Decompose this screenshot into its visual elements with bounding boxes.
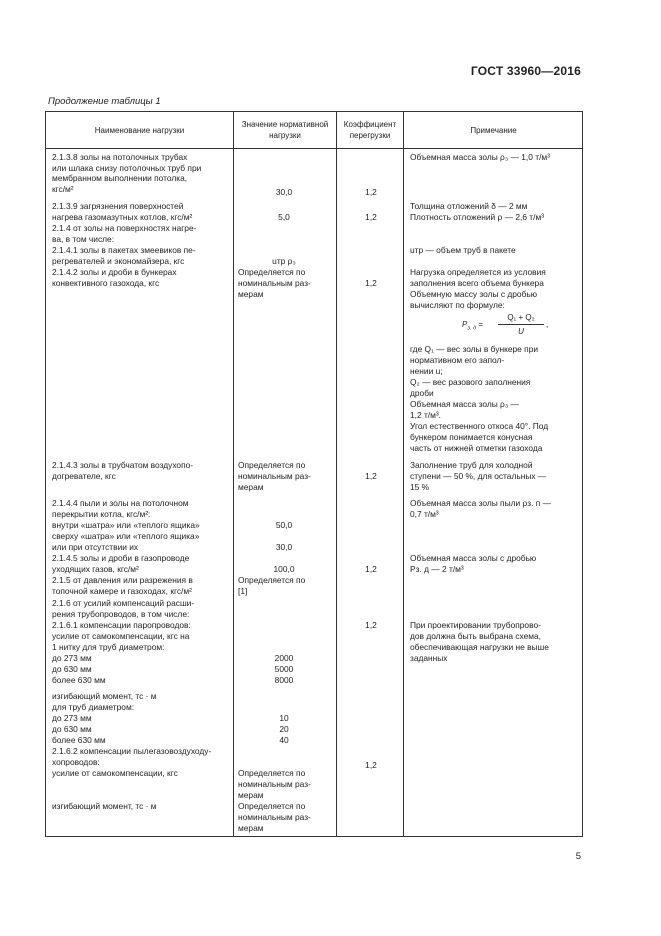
table-cell-text: дов должна быть выбрана схема, [410, 631, 541, 641]
table-cell-text: изгибающий момент, тс · м [52, 691, 157, 701]
formula-lhs: $P_{з. д}$ = [462, 320, 483, 332]
table-cell-text: до 630 мм [52, 664, 92, 674]
header-divider [46, 148, 582, 149]
table-cell-text: топочной камере и газоходах, кгс/м² [52, 586, 192, 596]
table-cell-text: Q₂ — вес разового заполнения [410, 377, 531, 387]
formula-denominator: U [518, 327, 524, 336]
table-cell-text: нагрева газомазутных котлов, кгс/м² [52, 212, 193, 222]
table-cell-text: или шлака снизу потолочных труб при [52, 163, 202, 173]
table-cell-text: мерам [238, 823, 264, 833]
table-cell-text: Определяется по [238, 768, 306, 778]
table-cell-text: сверху «шатра» или «теплого ящика» [52, 531, 200, 541]
column-divider [233, 112, 234, 836]
table-cell-text: изгибающий момент, тс · м [52, 801, 157, 811]
table-cell-text: Плотность отложений ρ — 2,6 т/м³ [410, 212, 545, 222]
table-cell-text: обеспечивающая нагрузки не выше [410, 642, 549, 652]
table-cell-text: 1,2 [365, 187, 377, 197]
table-cell-text: 2.1.4.1 золы в пакетах змеевиков пе- [52, 245, 196, 255]
table-cell-text: номинальным раз- [238, 812, 311, 822]
table-cell-text: 20 [279, 724, 289, 734]
table-cell-text: 1,2 [365, 564, 377, 574]
table-cell-text: 30,0 [275, 187, 293, 197]
table-cell-text: догревателе, кгс [52, 471, 116, 481]
table-cell-text: Объемная масса золы пыли ρз. п — [410, 498, 551, 508]
table-cell-text: 5,0 [278, 212, 290, 222]
table-cell-text: 2.1.6.2 компенсации пылегазовоздуходу- [52, 746, 212, 756]
table-cell-text: номинальным раз- [238, 471, 311, 481]
table-cell-text: 30,0 [275, 542, 293, 552]
table-cell-text: бункером понимается конусная [410, 432, 533, 442]
table-cell-text: мерам [238, 482, 264, 492]
table-cell-text: мерам [238, 790, 264, 800]
table-cell-text: [1] [238, 586, 248, 596]
page-number: 5 [575, 851, 581, 862]
table-cell-text: нении u; [410, 366, 443, 376]
table-cell-text: 2.1.4.5 золы и дроби в газопроводе [52, 553, 190, 563]
table-cell-text: 100,0 [273, 564, 295, 574]
table-cell-text: ступени — 50 %, для остальных — [410, 471, 547, 481]
table-cell-text: перекрытии котла, кгс/м²: [52, 509, 151, 519]
table-cell-text: вычисляют по формуле: [410, 300, 505, 310]
table-cell-text: хопроводов: [52, 757, 100, 767]
table-cell-text: 2.1.6.1 компенсации паропроводов: [52, 620, 191, 630]
table-cell-text: 2.1.3.8 золы на потолочных трубах [52, 152, 188, 162]
table-cell-text: номинальным раз- [238, 779, 311, 789]
table-cell-text: 2.1.4.2 золы и дроби в бункерах [52, 267, 177, 277]
table-cell-text: 2.1.6 от усилий компенсаций расши- [52, 598, 195, 608]
table-cell-text: Определяется по [238, 460, 306, 470]
table-cell-text: мембранном выполнении потолка, [52, 173, 188, 183]
table-cell-text: Объемная масса золы ρ₃ — 1,0 т/м³ [410, 152, 550, 162]
table-cell-text: При проектировании трубопрово- [410, 620, 541, 630]
table-cell-text: 8000 [274, 675, 294, 685]
table-cell-text: Определяется по [238, 575, 306, 585]
table-cell-text: усилие от самокомпенсации, кгс на [52, 631, 190, 641]
table-cell-text: Нагрузка определяется из условия [410, 267, 546, 277]
table-cell-text: ва, в том числе: [52, 234, 115, 244]
table-cell-text: 1,2 [365, 471, 377, 481]
table-cell-text: 0,7 т/м³ [410, 509, 439, 519]
formula-numerator: Q₁ + Q₂ [507, 313, 535, 322]
table-cell-text: 2000 [274, 653, 294, 663]
table-cell-text: Объемная масса золы ρ₃ — [410, 399, 519, 409]
table-cell-text: Определяется по [238, 801, 306, 811]
header-note: Примечание [470, 125, 517, 135]
table-cell-text: нормативном его запол- [410, 355, 505, 365]
table-continuation-caption: Продолжение таблицы 1 [48, 96, 161, 107]
table-cell-text: 1,2 [365, 278, 377, 288]
table-cell-text: 2.1.4.3 золы в трубчатом воздухопо- [52, 460, 194, 470]
formula-fraction-bar [498, 324, 544, 325]
table-cell-text: более 630 мм [52, 735, 106, 745]
table-cell-text: где Q₁ — вес золы в бункере при [410, 344, 539, 354]
table-cell-text: рения трубопроводов, в том числе: [52, 609, 190, 619]
table-cell-text: 15 % [410, 482, 430, 492]
table-cell-text: усилие от самокомпенсации, кгс [52, 768, 178, 778]
table-cell-text: 1,2 [365, 760, 377, 770]
table-cell-text: Рз. д — 2 т/м³ [410, 564, 464, 574]
table-cell-text: номинальным раз- [238, 278, 311, 288]
table-cell-text: кгс/м² [52, 184, 74, 194]
table-cell-text: Толщина отложений δ — 2 мм [410, 201, 528, 211]
table-cell-text: или при отсутствии их [52, 542, 139, 552]
table-cell-text: более 630 мм [52, 675, 106, 685]
table-cell-text: мерам [238, 289, 264, 299]
table-cell-text: uтр ρ₃ [272, 256, 296, 266]
table-cell-text: часть от нижней отметки газохода [410, 443, 543, 453]
table-cell-text: Объемную массу золы с дробью [410, 289, 538, 299]
table-cell-text: заполнения всего объема бункера [410, 278, 544, 288]
table-cell-text: внутри «шатра» или «теплого ящика» [52, 520, 200, 530]
table-cell-text: 2.1.5 от давления или разрежения в [52, 575, 193, 585]
table-cell-text: заданных [410, 653, 448, 663]
table-cell-text: 2.1.3.9 загрязнения поверхностей [52, 201, 184, 211]
table-cell-text: 50,0 [275, 520, 293, 530]
header-value: Значение нормативной нагрузки [241, 120, 329, 140]
table-cell-text: Определяется по [238, 267, 306, 277]
table-cell-text: 1 нитку для труб диаметром: [52, 642, 165, 652]
table-cell-text: дроби [410, 388, 434, 398]
table-cell-text: Заполнение труб для холодной [410, 460, 533, 470]
table-cell-text: конвективного газохода, кгс [52, 278, 160, 288]
table-cell-text: до 273 мм [52, 713, 92, 723]
table-cell-text: Угол естественного откоса 40°. Под [410, 421, 549, 431]
table-cell-text: uтр — объем труб в пакете [410, 245, 516, 255]
standard-code: ГОСТ 33960—2016 [470, 64, 581, 78]
table-cell-text: до 630 мм [52, 724, 92, 734]
column-divider [336, 112, 337, 836]
table-cell-text: 1,2 [365, 212, 377, 222]
table-cell-text: 2.1.4 от золы на поверхностях нагре- [52, 223, 197, 233]
table-cell-text: 1,2 [365, 620, 377, 630]
table-cell-text: 10 [279, 713, 289, 723]
table-cell-text: 2.1.4.4 пыли и золы на потолочном [52, 498, 189, 508]
table-cell-text: уходящих газов, кгс/м² [52, 564, 139, 574]
table-cell-text: для труб диаметром: [52, 702, 135, 712]
table-cell-text: регревателей и экономайзера, кгс [52, 256, 185, 266]
table-cell-text: 1,2 т/м³. [410, 410, 442, 420]
density-formula: $P_{з. д}$ = Q₁ + Q₂ U , [462, 313, 549, 336]
table-cell-text: Объемная масса золы с дробью [410, 553, 537, 563]
header-coefficient: Коэффициент перегрузки [343, 120, 397, 140]
table-cell-text: 5000 [274, 664, 294, 674]
table-cell-text: 40 [279, 735, 289, 745]
table-cell-text: до 273 мм [52, 653, 92, 663]
header-name: Наименование нагрузки [94, 125, 185, 135]
